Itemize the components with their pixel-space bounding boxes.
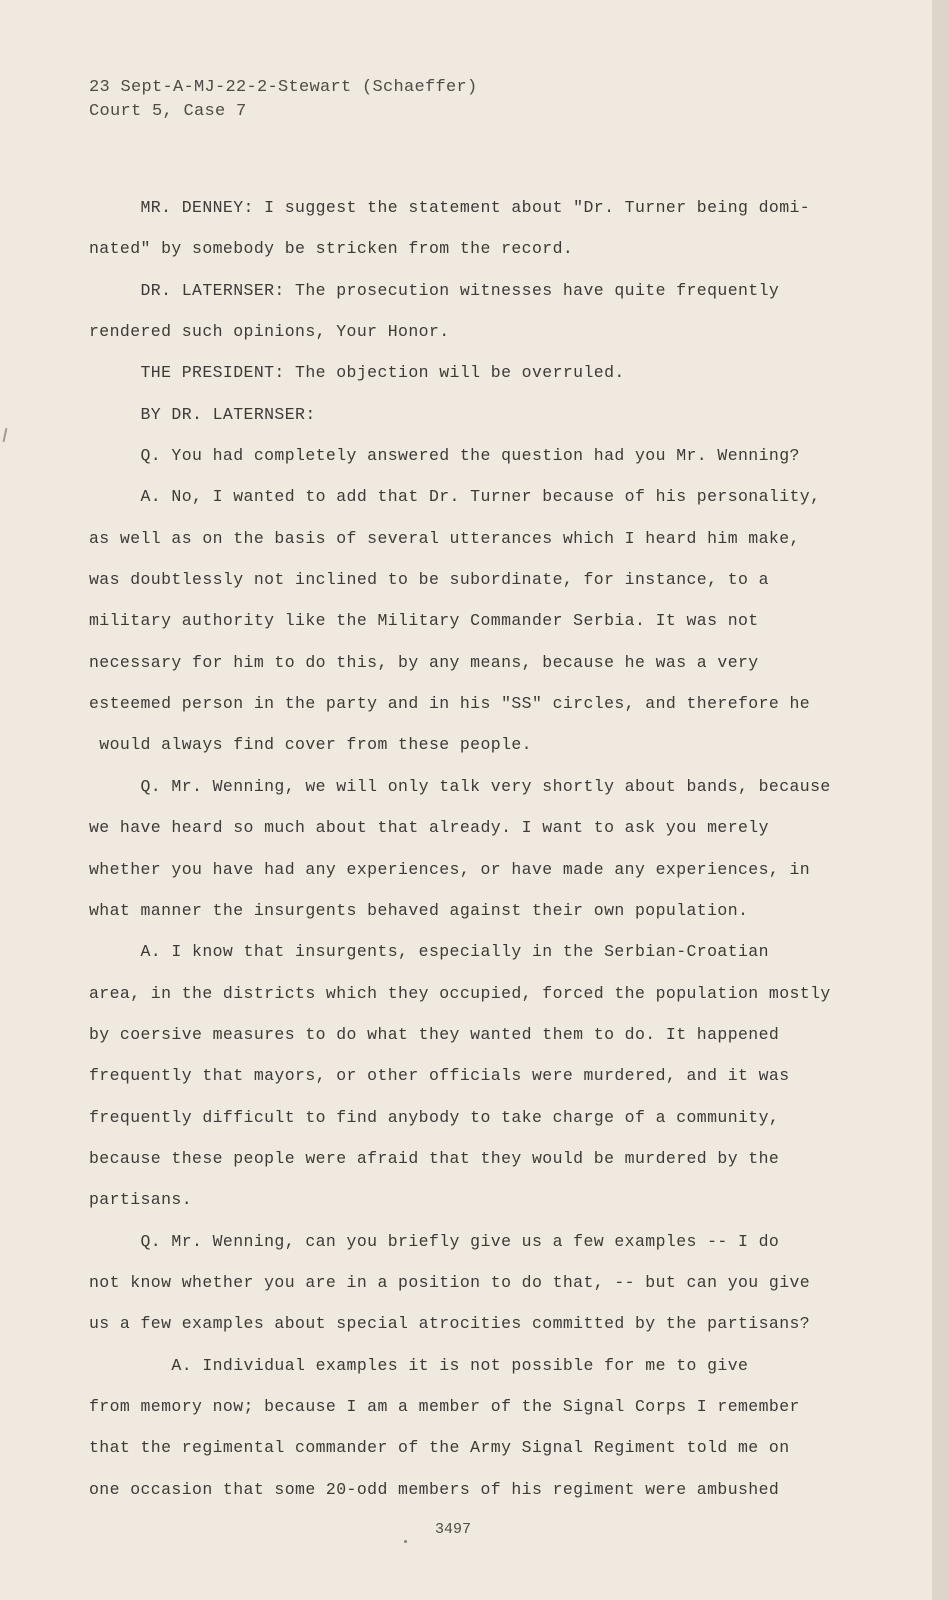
transcript-line: DR. LATERNSER: The prosecution witnesses have quite frequently — [89, 280, 780, 300]
transcript-line: THE PRESIDENT: The objection will be overruled. — [89, 363, 625, 383]
transcript-line: one occasion that some 20-odd members of his regiment were ambushed — [89, 1479, 780, 1499]
transcript-line: what manner the insurgents behaved against their own population. — [89, 900, 749, 920]
transcript-line: that the regimental commander of the Army Signal Regiment told me on — [89, 1438, 790, 1458]
transcript-line: Q. Mr. Wenning, we will only talk very shortly about bands, because — [89, 776, 831, 796]
transcript-line: A. Individual examples it is not possible for me to give — [89, 1355, 749, 1375]
transcript-line: military authority like the Military Commander Serbia. It was not — [89, 611, 759, 631]
transcript-line: by coersive measures to do what they wanted them to do. It happened — [89, 1024, 780, 1044]
page-edge-shadow — [932, 0, 949, 1600]
header-court-case: Court 5, Case 7 — [89, 102, 247, 121]
transcript-line: because these people were afraid that they would be murdered by the — [89, 1148, 780, 1168]
transcript-line: A. No, I wanted to add that Dr. Turner because of his personality, — [89, 487, 821, 507]
page-number: 3497 — [435, 1521, 472, 1538]
transcript-line: nated" by somebody be stricken from the record. — [89, 239, 574, 259]
transcript-line: esteemed person in the party and in his "SS" circles, and therefore he — [89, 694, 811, 714]
transcript-line: not know whether you are in a position to do that, -- but can you give — [89, 1272, 811, 1292]
transcript-line: necessary for him to do this, by any means, because he was a very — [89, 652, 759, 672]
ink-dot — [404, 1540, 407, 1543]
transcript-line: Q. You had completely answered the question had you Mr. Wenning? — [89, 446, 800, 466]
transcript-line: frequently difficult to find anybody to take charge of a community, — [89, 1107, 780, 1127]
transcript-line: we have heard so much about that already. I want to ask you merely — [89, 818, 769, 838]
transcript-line: was doubtlessly not inclined to be subordinate, for instance, to a — [89, 570, 769, 590]
transcript-line: whether you have had any experiences, or have made any experiences, in — [89, 859, 811, 879]
transcript-line: from memory now; because I am a member of the Signal Corps I remember — [89, 1396, 800, 1416]
transcript-line: MR. DENNEY: I suggest the statement about "Dr. Turner being domi- — [89, 198, 811, 217]
transcript-line: A. I know that insurgents, especially in the Serbian-Croatian — [89, 942, 769, 962]
transcript-line: would always find cover from these people. — [89, 735, 532, 755]
transcript-line: rendered such opinions, Your Honor. — [89, 322, 450, 342]
transcript-line: us a few examples about special atrocities committed by the partisans? — [89, 1314, 811, 1334]
transcript-line: BY DR. LATERNSER: — [89, 404, 316, 424]
header-case-reference: 23 Sept-A-MJ-22-2-Stewart (Schaeffer) — [89, 78, 478, 97]
margin-mark — [3, 428, 8, 442]
document-header — [89, 76, 478, 124]
transcript-body — [89, 198, 849, 1521]
transcript-line: as well as on the basis of several utterances which I heard him make, — [89, 528, 800, 548]
transcript-line: partisans. — [89, 1190, 193, 1210]
transcript-line: area, in the districts which they occupied, forced the population mostly — [89, 983, 831, 1003]
transcript-line: Q. Mr. Wenning, can you briefly give us a few examples -- I do — [89, 1231, 780, 1251]
transcript-line: frequently that mayors, or other officials were murdered, and it was — [89, 1066, 790, 1086]
